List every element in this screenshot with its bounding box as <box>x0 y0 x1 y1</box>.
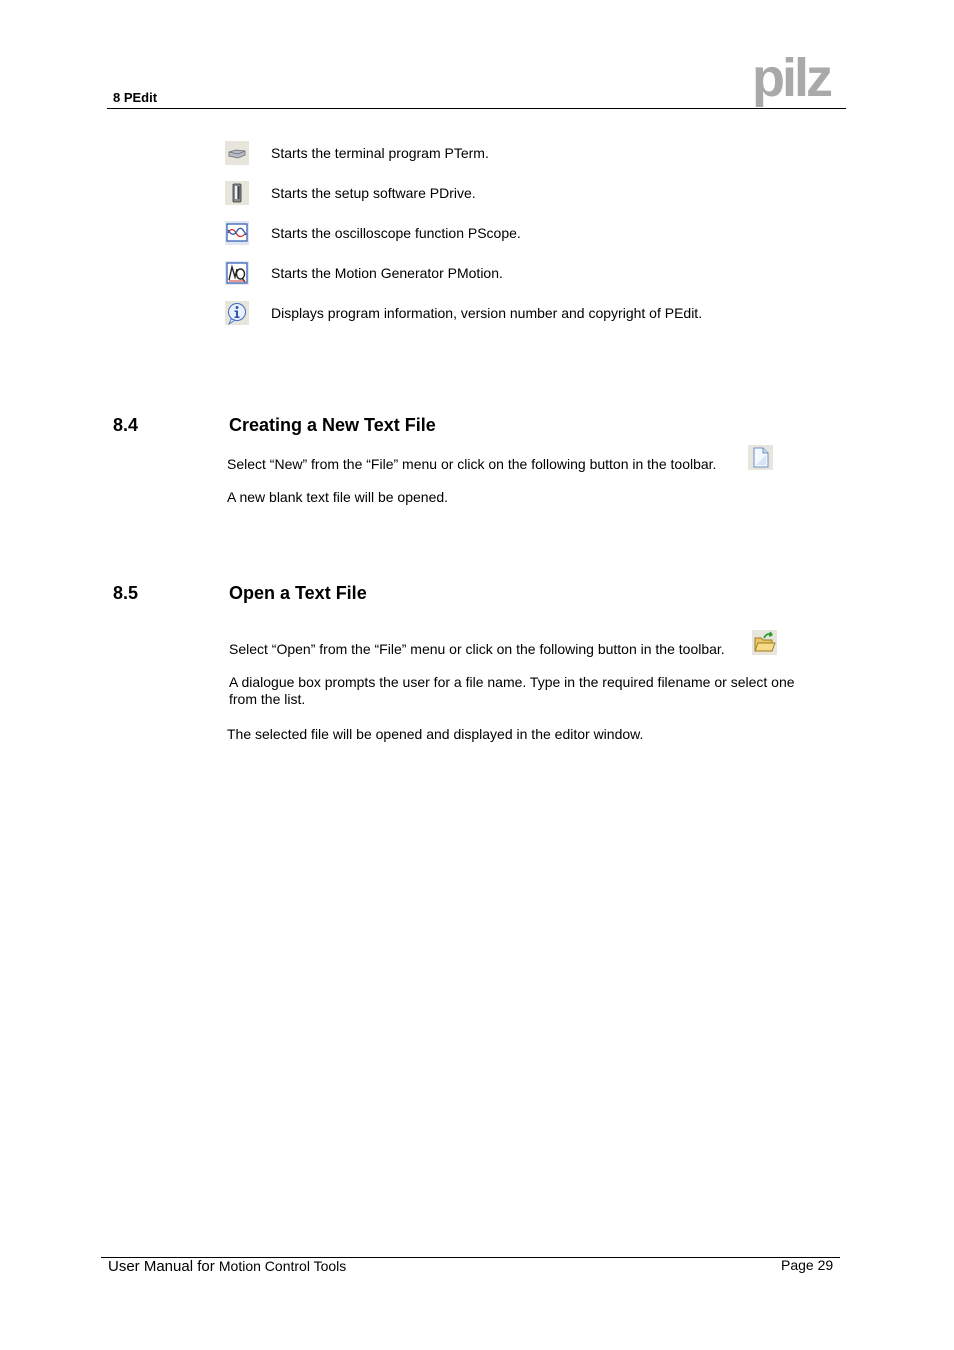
new-file-icon <box>748 445 773 470</box>
footer-manual-label: User Manual for <box>108 1258 215 1275</box>
footer-page-number: Page 29 <box>781 1257 834 1273</box>
section-8-4-number: 8.4 <box>113 415 139 435</box>
section-8-5-paragraph-2-line-2: from the list. <box>229 691 306 707</box>
motion-generator-description: Starts the Motion Generator PMotion. <box>271 265 503 281</box>
logo-text: pilz <box>752 56 830 108</box>
section-8-5-paragraph-3: The selected file will be opened and displayed in the editor window. <box>227 726 644 742</box>
terminal-icon <box>225 141 249 165</box>
section-8-5-number: 8.5 <box>113 583 139 603</box>
info-icon <box>225 301 249 325</box>
section-8-4-paragraph-1: Select “New” from the “File” menu or click on the following button in the toolbar. <box>227 456 717 472</box>
drive-icon <box>225 181 249 205</box>
header-divider <box>107 108 846 109</box>
oscilloscope-icon <box>225 221 249 245</box>
section-8-4-paragraph-2: A new blank text file will be opened. <box>227 489 449 505</box>
pilz-logo <box>752 56 844 108</box>
info-description: Displays program information, version number and copyright of PEdit. <box>271 305 703 321</box>
open-folder-icon <box>752 630 777 655</box>
footer-manual-title <box>108 1258 346 1275</box>
oscilloscope-description: Starts the oscilloscope function PScope. <box>271 225 521 241</box>
motion-generator-icon <box>225 261 249 285</box>
chapter-header: 8 PEdit <box>113 90 158 105</box>
drive-description: Starts the setup software PDrive. <box>271 185 476 201</box>
section-8-4-title: Creating a New Text File <box>229 415 436 435</box>
section-8-5-paragraph-1: Select “Open” from the “File” menu or click on the following button in the toolbar. <box>229 641 725 657</box>
terminal-description: Starts the terminal program PTerm. <box>271 145 489 161</box>
footer-manual-name: Motion Control Tools <box>218 1258 347 1274</box>
section-8-5-title: Open a Text File <box>229 583 367 603</box>
section-8-5-paragraph-2-line-1: A dialogue box prompts the user for a file name. Type in the required filename or select one <box>229 674 795 690</box>
